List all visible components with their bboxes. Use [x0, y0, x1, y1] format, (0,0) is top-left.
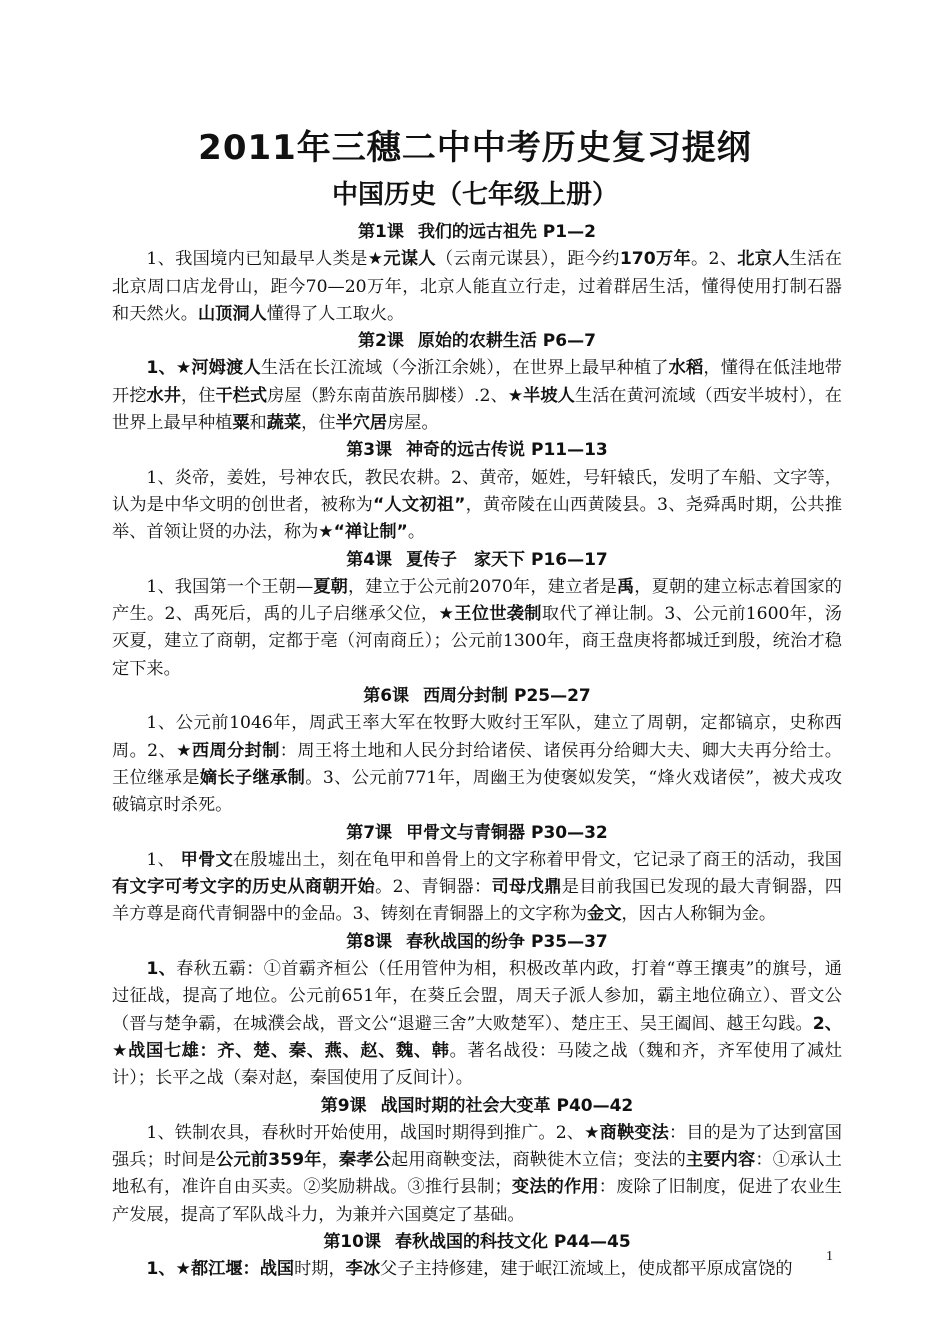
key-term: 水稻 — [668, 358, 704, 379]
body-text: （云南元谋县），距今约 — [435, 249, 620, 270]
lesson-body — [112, 847, 842, 929]
lesson-body — [112, 246, 842, 328]
body-text: ，建立于公元前2070年，建立者是 — [347, 576, 617, 597]
key-term: 山顶洞人 — [197, 303, 267, 324]
body-text: 。著名战役：马陵之战（魏和齐，齐军使用了减灶计）；长平之战（秦对赵，秦国使用了反间计）。 — [112, 1040, 842, 1089]
lesson-name: 战国时期的社会大变革 P40—42 — [380, 1095, 634, 1116]
key-term: 李冰 — [345, 1259, 381, 1280]
body-text: ：周王将土地和人民分封给诸侯、诸侯再分给卿大夫、卿大夫再分给士。王位继承是 — [112, 740, 842, 788]
body-text: ：①承认土地私有，准许自由买卖。②奖励耕战。③推行县制； — [112, 1150, 842, 1198]
body-text: 1、炎帝，姜姓，号神农氏，教民农耕。2、黄帝，姬姓，号轩辕氏，发明了车船、文字等，认为是中华文明的创世者，被称为 — [112, 467, 842, 515]
body-text: ，夏朝的建立标志着国家的产生。2、禹死后，禹的儿子启继承父位， — [112, 576, 842, 625]
lesson-number: 第3课 — [346, 440, 393, 461]
key-term: 水井 — [146, 385, 181, 406]
body-text: 时期， — [294, 1259, 346, 1280]
lesson-name: 夏传子 家天下 P16—17 — [406, 549, 608, 570]
lesson-body — [112, 710, 842, 819]
lesson-name: 神奇的远古传说 P11—13 — [406, 440, 608, 461]
lesson-name: 西周分封制 P25—27 — [423, 686, 591, 707]
key-term: 夏朝 — [313, 576, 348, 597]
body-text: 1、我国第一个王朝— — [146, 576, 314, 597]
body-text: 。2、 — [691, 249, 738, 270]
body-text: 父子主持修建，建于岷江流域上，使成都平原成富饶的 — [380, 1259, 793, 1280]
key-term: 北京人 — [737, 249, 790, 270]
key-term: ★半坡人 — [507, 385, 575, 406]
key-term: ★元谋人 — [367, 249, 436, 270]
lesson-body — [112, 956, 842, 1092]
key-term: ★王位世袭制 — [438, 604, 542, 625]
body-text: ：废除了旧制度，促进了农业生产发展，提高了军队战斗力，为兼并六国奠定了基础。 — [112, 1177, 842, 1225]
body-text: ：目的是为了达到富国强兵；时间是 — [112, 1122, 842, 1171]
document-subtitle: 中国历史（七年级上册） — [331, 180, 618, 210]
key-term: 1、 — [146, 959, 177, 980]
lesson-heading — [112, 683, 842, 710]
lesson-heading — [112, 929, 842, 956]
lesson-heading — [112, 219, 842, 246]
document-title: 2011年三穗二中中考历史复习提纲 — [198, 128, 752, 168]
lesson-number: 第9课 — [320, 1095, 367, 1116]
key-term: 嫡长子继承制 — [199, 767, 306, 788]
body-text: 1、我国境内已知最早人类是 — [146, 249, 368, 270]
lesson-name: 原始的农耕生活 P6—7 — [417, 331, 596, 352]
lesson-body — [112, 355, 842, 437]
lesson-number: 第1课 — [358, 222, 404, 242]
body-text: ，黄帝陵在山西黄陵县。3、尧舜禹时期，公共推举、首领让贤的办法，称为 — [112, 494, 843, 543]
key-term: 金文 — [587, 904, 622, 925]
key-term: 禹 — [616, 576, 635, 597]
page-number: 1 — [826, 1249, 833, 1264]
key-term: 干栏式 — [215, 385, 268, 406]
body-text: 生活在长江流域（今浙江余姚），在世界上最早种植了 — [260, 358, 669, 379]
key-term: ★“禅让制” — [318, 522, 408, 543]
body-text: 生活在北京周口店龙骨山，距今70—20万年，北京人能直立行走，过着群居生活，懂得使用打制石器和天然火。 — [112, 249, 842, 324]
body-text: 1、公元前1046年，周武王率大军在牧野大败纣王军队，建立了周朝，定都镐京，史称西周。2、 — [112, 713, 842, 761]
body-text: 。 — [407, 522, 426, 543]
lesson-heading — [112, 547, 842, 574]
key-term: 粟 — [232, 413, 250, 434]
body-text: 懂得了人工取火。 — [266, 303, 405, 324]
lesson-name: 春秋战国的科技文化 P44—45 — [394, 1231, 631, 1252]
key-term: ★商鞅变法 — [584, 1122, 669, 1143]
key-term: 主要内容 — [685, 1150, 756, 1171]
lesson-number: 第6课 — [363, 686, 410, 707]
key-term: 2、★战国七雄：齐、楚、秦、燕、赵、魏、韩 — [112, 1013, 842, 1061]
key-term: “人文初祖” — [373, 494, 466, 515]
body-text: ，住 — [180, 385, 216, 406]
key-term: 公元前359年 — [216, 1150, 322, 1171]
body-text: 生活在黄河流域（西安半坡村），在世界上最早种植 — [112, 385, 842, 434]
lesson-heading — [112, 328, 842, 355]
body-text: 在殷墟出土，刻在龟甲和兽骨上的文字称着甲骨文，它记录了商王的活动，我国 — [232, 849, 842, 870]
lesson-heading — [112, 1093, 842, 1120]
key-term: 司母戊鼎 — [491, 877, 562, 898]
key-term: 半穴居 — [335, 413, 388, 434]
body-text: 。2、青铜器： — [375, 877, 492, 898]
lesson-number: 第10课 — [323, 1231, 381, 1252]
body-text: ， — [321, 1150, 339, 1171]
lesson-body — [112, 465, 842, 547]
key-term: 1、★都江堰：战国 — [146, 1259, 295, 1280]
key-term: 170万年 — [619, 249, 692, 270]
body-text: 和 — [249, 413, 267, 434]
lesson-body — [112, 1120, 842, 1229]
body-text: 1、铁制农具，春秋时开始使用，战国时期得到推广。2、 — [146, 1122, 585, 1143]
body-text: 是目前我国已发现的最大青铜器，四羊方尊是商代青铜器中的金品。3、铸刻在青铜器上的文字称为 — [112, 877, 842, 925]
body-text: ，因古人称铜为金。 — [621, 904, 777, 925]
lesson-name: 我们的远古祖先 P1—2 — [417, 222, 596, 242]
lesson-heading — [112, 820, 842, 847]
lesson-body — [112, 574, 842, 683]
body-text: 取代了禅让制。3、公元前1600年，汤灭夏，建立了商朝，定都于亳（河南商丘）；公元前1300年，商王盘庚将都城迁到殷，统治才稳定下来。 — [112, 604, 842, 679]
body-text: 房屋。 — [387, 413, 439, 434]
lesson-number: 第7课 — [346, 822, 393, 843]
lesson-body — [112, 1256, 842, 1283]
lesson-number: 第4课 — [346, 549, 393, 570]
lesson-heading — [112, 437, 842, 464]
lesson-number: 第8课 — [346, 931, 393, 952]
lesson-heading — [112, 1229, 842, 1256]
key-term: 秦孝公 — [338, 1150, 391, 1171]
lesson-number: 第2课 — [358, 331, 404, 352]
body-text: 春秋五霸：①首霸齐桓公（任用管仲为相，积极改革内政，打着“尊王攘夷”的旗号，通过征战，提高了地位。公元前651年，在葵丘会盟，周天子派人参加，霸主地位确立）、晋文公（晋与楚争霸，在城濮会战，晋文公“退避三舍”大败楚军）、楚庄王、吴王阖闾、越王勾践。 — [112, 959, 842, 1034]
key-term: 甲骨文 — [180, 849, 233, 870]
key-term: ★西周分封制 — [176, 740, 280, 761]
key-term: 蔬菜 — [266, 413, 302, 434]
key-term: 有文字可考文字的历史从商朝开始 — [112, 877, 376, 898]
key-term: 变法的作用 — [511, 1177, 599, 1198]
body-text: 。3、公元前771年，周幽王为使褒姒发笑，“烽火戏诸侯”，被犬戎攻破镐京时杀死。 — [112, 767, 842, 816]
body-text: 1、 — [146, 849, 181, 870]
body-text: 起用商鞅变法，商鞅徙木立信；变法的 — [390, 1150, 686, 1171]
lesson-name: 甲骨文与青铜器 P30—32 — [406, 822, 608, 843]
lesson-name: 春秋战国的纷争 P35—37 — [406, 931, 608, 952]
body-text: 房屋（黔东南苗族吊脚楼）.2、 — [267, 385, 508, 406]
body-text: ，住 — [301, 413, 336, 434]
body-text: ，懂得在低洼地带开挖 — [112, 358, 842, 406]
lessons-content — [112, 219, 842, 1284]
key-term: 1、★河姆渡人 — [146, 358, 261, 379]
